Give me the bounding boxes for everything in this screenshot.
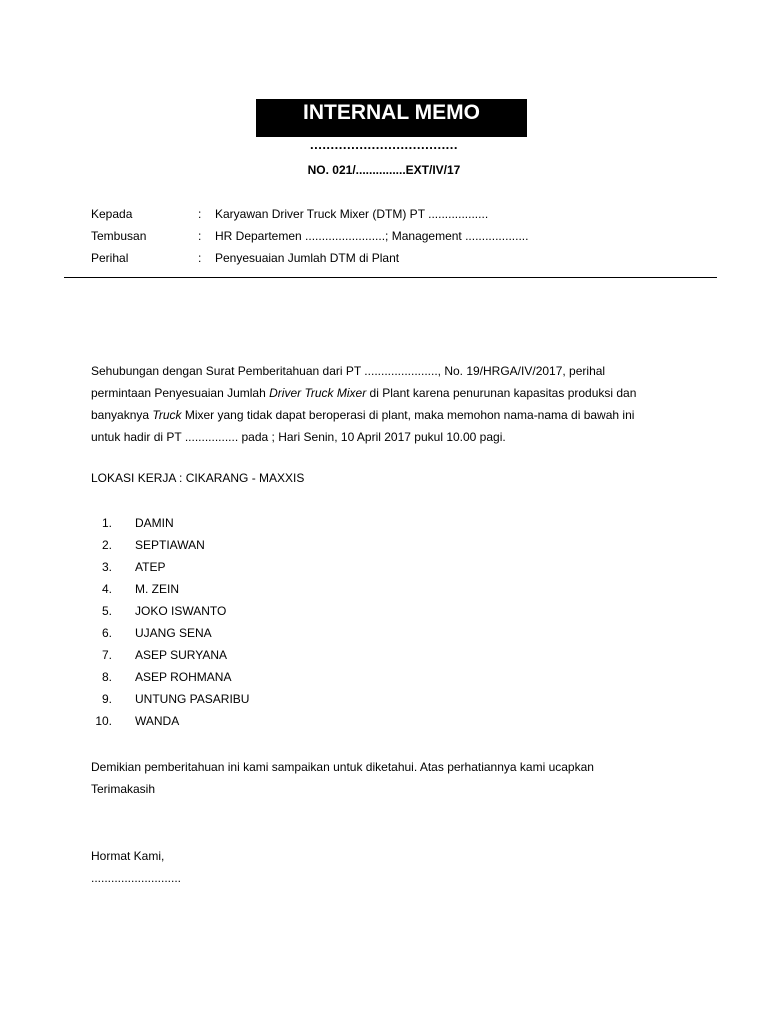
list-number: 10. (95, 714, 112, 728)
closing-line: Terimakasih (91, 782, 156, 796)
header-divider (64, 277, 717, 278)
employee-name: ASEP SURYANA (135, 648, 228, 662)
body-text: banyaknya (91, 408, 153, 422)
employee-name: ATEP (135, 560, 166, 574)
list-number: 3. (101, 560, 112, 574)
signature-label: Hormat Kami, (91, 849, 165, 863)
body-line: Sehubungan dengan Surat Pemberitahuan dari PT ......................, No. 19/HRGA/IV/2017, perihal (91, 364, 606, 378)
closing-line: Demikian pemberitahuan ini kami sampaikan untuk diketahui. Atas perhatiannya kami ucapkan (91, 760, 594, 774)
body-emphasis: Truck (152, 408, 182, 422)
employee-name: SEPTIAWAN (135, 538, 205, 552)
list-number: 6. (101, 626, 112, 640)
body-paragraph (91, 360, 691, 448)
list-number: 1. (101, 516, 112, 530)
header-label: Perihal (91, 251, 129, 265)
header-value: HR Departemen ........................; Management ................... (215, 229, 529, 243)
list-number: 7. (101, 648, 112, 662)
list-number: 9. (101, 692, 112, 706)
closing-paragraph (91, 756, 594, 800)
employee-name: UNTUNG PASARIBU (135, 692, 250, 706)
list-number: 8. (101, 670, 112, 684)
header-value: Karyawan Driver Truck Mixer (DTM) PT .................. (215, 207, 489, 221)
header-value: Penyesuaian Jumlah DTM di Plant (215, 251, 400, 265)
header-label: Kepada (91, 207, 133, 221)
memo-number: NO. 021/...............EXT/IV/17 (307, 163, 461, 177)
body-line (91, 404, 691, 426)
header-label: Tembusan (91, 229, 147, 243)
body-text: di Plant karena penurunan kapasitas produksi dan (366, 386, 637, 400)
list-number: 4. (101, 582, 112, 596)
memo-dots-line: .................................... (309, 137, 459, 152)
header-colon: : (198, 229, 202, 243)
signature-block (91, 845, 181, 889)
work-location: LOKASI KERJA : CIKARANG - MAXXIS (91, 471, 305, 485)
list-number: 5. (101, 604, 112, 618)
list-number: 2. (101, 538, 112, 552)
signature-dots: ........................... (91, 871, 182, 885)
employee-name: DAMIN (135, 516, 174, 530)
body-line (91, 382, 691, 404)
body-emphasis: Driver Truck Mixer (269, 386, 367, 400)
employee-name: ASEP ROHMANA (135, 670, 232, 684)
employee-name: JOKO ISWANTO (135, 604, 227, 618)
memo-title: INTERNAL MEMO (256, 99, 527, 137)
employee-name: UJANG SENA (135, 626, 212, 640)
header-colon: : (198, 251, 202, 265)
body-text: permintaan Penyesuaian Jumlah (91, 386, 270, 400)
employee-name: WANDA (135, 714, 180, 728)
body-text: Mixer yang tidak dapat beroperasi di plant, maka memohon nama-nama di bawah ini (181, 408, 635, 422)
header-colon: : (198, 207, 202, 221)
employee-name: M. ZEIN (135, 582, 179, 596)
body-line: untuk hadir di PT ................ pada ; Hari Senin, 10 April 2017 pukul 10.00 pagi. (91, 430, 506, 444)
